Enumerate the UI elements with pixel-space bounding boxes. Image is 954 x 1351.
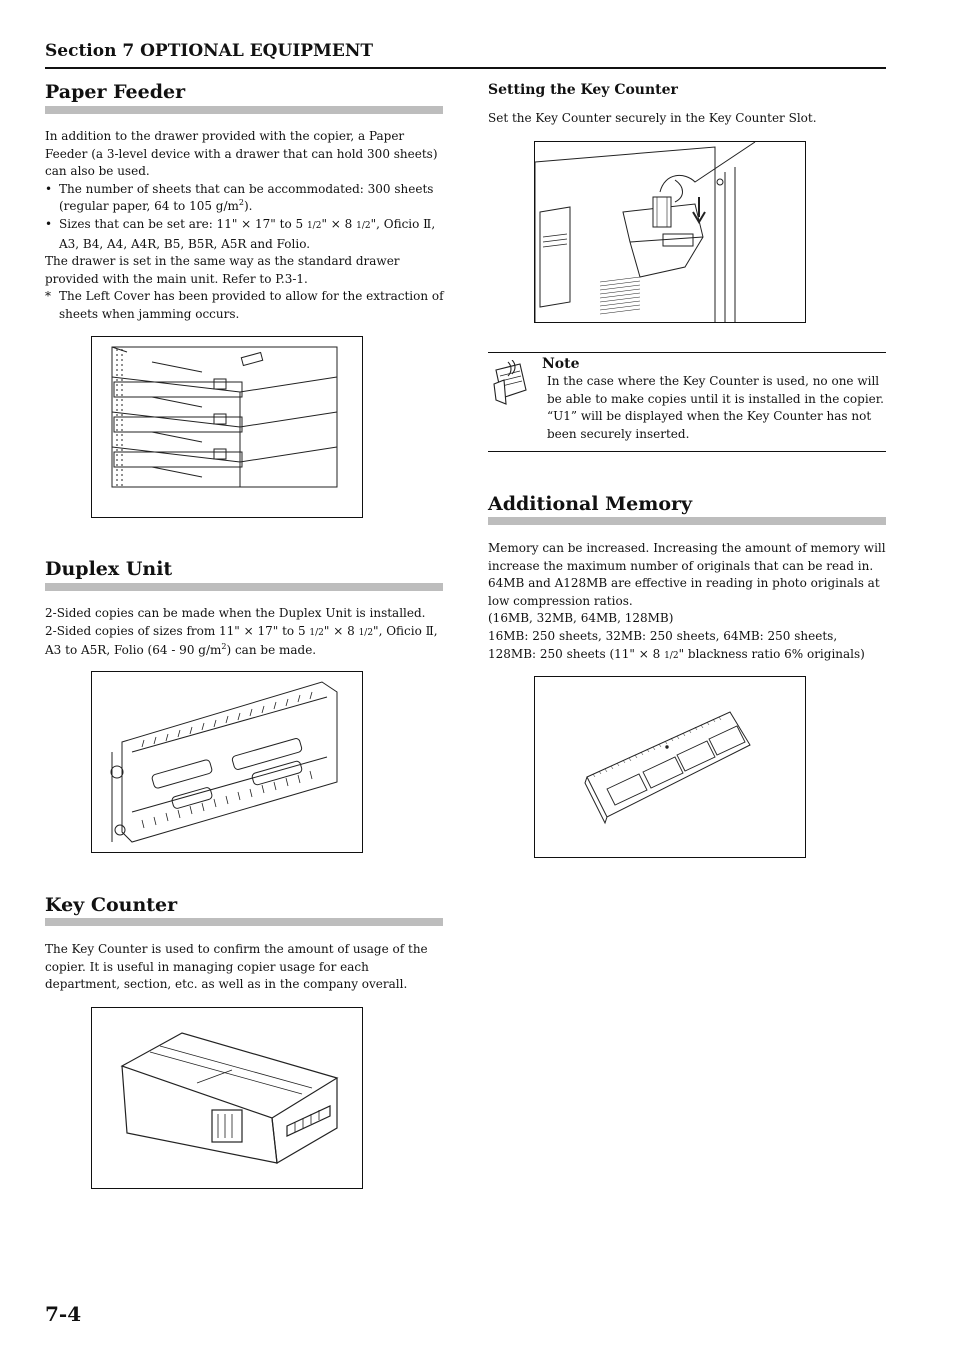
bullet-sheet-capacity-text: The number of sheets that can be accommodated: 300 sheets (regular paper, 64 to 105 g/m [59,181,434,214]
left-cover-note-text: The Left Cover has been provided to allow for the extraction of sheets when jamming occurs. [59,289,444,321]
key-counter-title-bar [45,918,443,926]
drawer-note: The drawer is set in the same way as the standard drawer provided with the main unit. Refer to P.3-1. [45,254,400,286]
asterisk-mark: * [45,289,51,304]
duplex-title: Duplex Unit [45,558,173,580]
superscript: 2 [238,198,244,208]
key-counter-text [45,941,445,994]
bullet-mark: • [45,181,53,196]
duplex-line2-d: ) can be made. [226,643,317,658]
superscript: 2 [221,642,227,652]
paper-feeder-text [45,128,445,324]
setting-key-counter-body: Set the Key Counter securely in the Key Counter Slot. [488,111,817,125]
memory-body2: (16MB, 32MB, 64MB, 128MB) [488,611,674,626]
bullet-sheet-capacity-end: ). [244,199,253,214]
memory-title: Additional Memory [488,493,693,515]
note-icon [490,360,534,406]
bullet-mark: • [45,216,53,231]
left-cover-note [45,288,445,323]
key-counter-body: The Key Counter is used to confirm the amount of usage of the copier. It is useful in managing copier usage for each department, section, etc. as well as in the company overall. [45,942,428,992]
fraction: 1/2 [356,220,371,231]
header-rule [45,67,886,69]
duplex-line2-c: ", Oficio Ⅱ, A3 to A5R, Folio (64 - 90 g/m [45,623,438,658]
paper-feeder-title-bar [45,106,443,114]
key-counter-illustration [91,1007,363,1189]
fraction: 1/2 [664,650,679,661]
memory-body3 [488,628,888,665]
duplex-line2-b: " × 8 [323,623,359,638]
memory-title-bar [488,517,886,525]
bullet-sheet-capacity [45,181,445,216]
paper-feeder-intro: In addition to the drawer provided with the copier, a Paper Feeder (a 3-level device with a drawer that can hold 300 sheets) can also be used. [45,129,438,179]
fraction: 1/2 [358,627,374,638]
duplex-line1: 2-Sided copies can be made when the Duplex Unit is installed. [45,606,426,620]
note-top-rule [488,352,886,353]
setting-key-counter-title: Setting the Key Counter [488,82,678,98]
memory-text [488,540,888,665]
note-text [547,373,887,443]
paper-feeder-title: Paper Feeder [45,81,186,103]
memory-module-illustration [534,676,806,858]
bullet-sizes-text: Sizes that can be set are: 11" × 17" to 5 [59,216,307,231]
paper-feeder-illustration [91,336,363,518]
bullet-sizes [45,216,445,253]
bullet-sizes-text-3: ", Oficio Ⅱ, A3, B4, A4, A4R, B5, B5R, A5R and Folio. [59,216,436,251]
duplex-unit-illustration [91,671,363,853]
setting-key-counter-text [488,110,886,128]
duplex-line2 [45,623,445,660]
bullet-sizes-text-2: " × 8 [321,216,357,231]
key-counter-insertion-illustration [534,141,806,323]
fraction: 1/2 [309,627,324,638]
page-number: 7-4 [45,1302,82,1326]
section-header: Section 7 OPTIONAL EQUIPMENT [45,41,374,61]
key-counter-title: Key Counter [45,894,178,916]
fraction: 1/2 [306,220,322,231]
note-label: Note [542,356,580,372]
duplex-title-bar [45,583,443,591]
duplex-line2-a: 2-Sided copies of sizes from 11" × 17" to 5 [45,623,310,638]
duplex-text [45,605,445,660]
note-body: In the case where the Key Counter is used, no one will be able to make copies until it is installed in the copier. “U1” will be displayed when the Key Counter has not been securely inserted. [547,374,884,441]
note-bottom-rule [488,451,886,452]
memory-body1: Memory can be increased. Increasing the amount of memory will increase the maximum number of originals that can be read in. 64MB and A128MB are effective in reading in photo originals at low compression ratios. [488,541,886,608]
memory-body3-a: 16MB: 250 sheets, 32MB: 250 sheets, 64MB: 250 sheets, 128MB: 250 sheets (11" × 8 [488,628,838,661]
memory-body3-b: " blackness ratio 6% originals) [678,646,865,661]
